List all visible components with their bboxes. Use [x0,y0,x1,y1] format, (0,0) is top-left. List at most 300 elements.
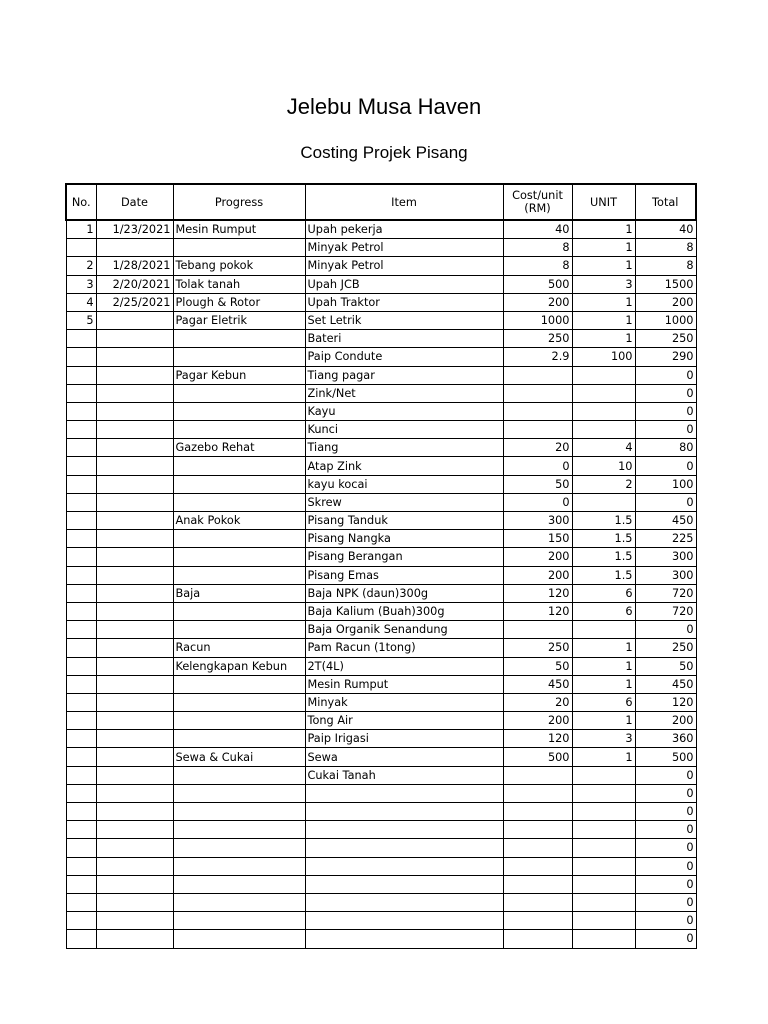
cell-total: 1500 [635,275,696,293]
cell-no [66,475,96,493]
table-row [66,366,696,384]
cell-unit [572,912,635,930]
cell-progress [173,766,305,784]
cell-item: Paip Condute [305,348,503,366]
table-row [66,493,696,511]
cell-no [66,821,96,839]
cell-progress: Mesin Rumput [173,220,305,239]
cell-no [66,457,96,475]
cell-unit: 6 [572,693,635,711]
cell-unit: 1 [572,639,635,657]
cell-no [66,675,96,693]
table-row [66,584,696,602]
cell-total: 450 [635,512,696,530]
cell-cost-unit [503,821,572,839]
table-row [66,512,696,530]
cell-unit [572,875,635,893]
cell-total: 290 [635,348,696,366]
cell-cost-unit [503,366,572,384]
cell-date [96,839,173,857]
cell-progress [173,239,305,257]
table-row [66,893,696,911]
cell-unit [572,839,635,857]
cell-total: 450 [635,675,696,693]
cell-progress [173,566,305,584]
cell-item: Tong Air [305,712,503,730]
cell-cost-unit: 500 [503,748,572,766]
cell-item [305,803,503,821]
cell-progress [173,402,305,420]
table-row [66,384,696,402]
table-row [66,348,696,366]
cell-total: 720 [635,602,696,620]
cell-cost-unit: 8 [503,239,572,257]
cell-date [96,402,173,420]
cell-cost-unit: 200 [503,712,572,730]
table-row [66,875,696,893]
cell-total: 200 [635,293,696,311]
document-title: Jelebu Musa Haven [286,94,482,119]
cell-total: 250 [635,639,696,657]
header-unit: UNIT [572,184,635,220]
cell-item: Minyak Petrol [305,257,503,275]
cell-unit: 1 [572,239,635,257]
cell-item: Tiang [305,439,503,457]
cell-progress [173,893,305,911]
cell-no [66,712,96,730]
cell-total: 0 [635,875,696,893]
cell-unit: 10 [572,457,635,475]
table-row [66,566,696,584]
cell-cost-unit: 40 [503,220,572,239]
table-row [66,475,696,493]
cell-item [305,875,503,893]
table-row [66,530,696,548]
table-row [66,548,696,566]
cell-unit: 3 [572,730,635,748]
cell-progress: Baja [173,584,305,602]
table-row [66,912,696,930]
cell-progress [173,457,305,475]
cell-cost-unit: 8 [503,257,572,275]
cell-unit: 2 [572,475,635,493]
cell-item: 2T(4L) [305,657,503,675]
cell-unit: 6 [572,602,635,620]
cell-unit [572,366,635,384]
cell-progress [173,821,305,839]
cell-unit [572,493,635,511]
cell-cost-unit: 50 [503,657,572,675]
table-row [66,657,696,675]
cell-date [96,675,173,693]
cell-no [66,893,96,911]
cell-unit [572,803,635,821]
cell-no [66,402,96,420]
cell-no [66,602,96,620]
cell-progress [173,839,305,857]
header-no: No. [66,184,96,220]
cell-date [96,639,173,657]
cell-cost-unit: 150 [503,530,572,548]
cell-progress [173,548,305,566]
cell-progress [173,493,305,511]
cell-date [96,857,173,875]
cell-total: 0 [635,839,696,857]
cell-cost-unit: 50 [503,475,572,493]
cell-item: Kunci [305,421,503,439]
table-row [66,803,696,821]
table-row [66,220,696,239]
cell-no [66,621,96,639]
cell-date [96,311,173,329]
cell-no [66,348,96,366]
table-row [66,784,696,802]
cell-cost-unit: 300 [503,512,572,530]
cell-cost-unit [503,930,572,948]
table-row [66,712,696,730]
cell-cost-unit [503,784,572,802]
cell-unit: 1.5 [572,512,635,530]
cell-no [66,584,96,602]
cell-unit [572,766,635,784]
cell-date [96,566,173,584]
cell-item [305,930,503,948]
cell-date [96,821,173,839]
cell-total: 8 [635,239,696,257]
cell-total: 0 [635,784,696,802]
cell-item [305,912,503,930]
cell-cost-unit: 0 [503,493,572,511]
table-row [66,275,696,293]
cell-date [96,239,173,257]
cell-date [96,421,173,439]
cell-progress [173,421,305,439]
table-row [66,748,696,766]
table-row [66,693,696,711]
header-cost-unit: Cost/unit (RM) [503,184,572,220]
cell-unit [572,893,635,911]
cell-total: 0 [635,857,696,875]
table-row [66,621,696,639]
cell-progress: Gazebo Rehat [173,439,305,457]
cell-item: Baja Kalium (Buah)300g [305,602,503,620]
cell-no [66,839,96,857]
cell-cost-unit: 20 [503,693,572,711]
cell-cost-unit [503,402,572,420]
cell-total: 0 [635,930,696,948]
cell-no [66,548,96,566]
header-date: Date [96,184,173,220]
cell-date [96,657,173,675]
cell-item: Pisang Tanduk [305,512,503,530]
table-row [66,675,696,693]
cell-cost-unit [503,621,572,639]
cell-progress [173,784,305,802]
cell-unit: 1 [572,293,635,311]
cell-date [96,348,173,366]
cell-date: 2/20/2021 [96,275,173,293]
cell-total: 0 [635,366,696,384]
table-row [66,457,696,475]
cell-no [66,693,96,711]
cell-progress: Tolak tanah [173,275,305,293]
cell-no [66,784,96,802]
table-row [66,639,696,657]
cell-item: Baja Organik Senandung [305,621,503,639]
cell-item [305,784,503,802]
cell-cost-unit: 2.9 [503,348,572,366]
cell-progress [173,348,305,366]
cell-unit: 1.5 [572,566,635,584]
cell-unit [572,857,635,875]
table-header [66,184,696,220]
cell-progress: Anak Pokok [173,512,305,530]
cell-cost-unit [503,839,572,857]
header-row [66,184,696,220]
cell-no [66,748,96,766]
cell-progress [173,803,305,821]
cell-cost-unit [503,857,572,875]
cell-progress [173,857,305,875]
cell-unit [572,384,635,402]
cell-item [305,893,503,911]
cell-total: 0 [635,912,696,930]
cell-progress [173,330,305,348]
cell-unit [572,402,635,420]
cell-item: Pisang Nangka [305,530,503,548]
cell-unit: 6 [572,584,635,602]
cell-date [96,384,173,402]
table-row [66,239,696,257]
cell-total: 100 [635,475,696,493]
cell-date [96,512,173,530]
cell-progress: Tebang pokok [173,257,305,275]
table-row [66,311,696,329]
cell-item: Paip Irigasi [305,730,503,748]
cell-date [96,912,173,930]
cell-date [96,766,173,784]
cell-no [66,766,96,784]
cell-progress [173,875,305,893]
cell-total: 0 [635,821,696,839]
cell-total: 0 [635,384,696,402]
cell-date [96,712,173,730]
table-row [66,766,696,784]
cell-progress [173,621,305,639]
cell-no [66,330,96,348]
cell-cost-unit [503,421,572,439]
cell-total: 40 [635,220,696,239]
cell-date [96,530,173,548]
cell-cost-unit [503,384,572,402]
cell-no [66,366,96,384]
cell-item: kayu kocai [305,475,503,493]
cell-progress: Pagar Eletrik [173,311,305,329]
cell-no [66,384,96,402]
cell-cost-unit [503,893,572,911]
cell-total: 0 [635,493,696,511]
cell-cost-unit: 250 [503,639,572,657]
cell-date [96,621,173,639]
cell-no [66,439,96,457]
cell-total: 225 [635,530,696,548]
cell-item: Pisang Berangan [305,548,503,566]
table-row [66,402,696,420]
cell-date [96,366,173,384]
cell-item: Pisang Emas [305,566,503,584]
cell-unit: 1 [572,330,635,348]
cell-item: Skrew [305,493,503,511]
cell-cost-unit: 450 [503,675,572,693]
table-row [66,439,696,457]
cell-item: Upah pekerja [305,220,503,239]
costing-table [65,183,697,949]
cell-unit: 1 [572,220,635,239]
cell-no [66,639,96,657]
cell-item: Set Letrik [305,311,503,329]
table-row [66,257,696,275]
cell-total: 500 [635,748,696,766]
header-progress: Progress [173,184,305,220]
cell-no: 2 [66,257,96,275]
cell-no [66,421,96,439]
cell-item [305,821,503,839]
cell-date [96,584,173,602]
cell-progress: Pagar Kebun [173,366,305,384]
cell-no: 3 [66,275,96,293]
cell-progress [173,675,305,693]
cell-no [66,239,96,257]
cell-date [96,457,173,475]
cell-item [305,839,503,857]
cell-cost-unit: 1000 [503,311,572,329]
cell-no: 5 [66,311,96,329]
table-row [66,330,696,348]
cell-unit: 1 [572,311,635,329]
cell-progress [173,530,305,548]
cell-date [96,475,173,493]
cell-progress [173,602,305,620]
cell-progress [173,912,305,930]
cell-date [96,930,173,948]
cell-date [96,330,173,348]
cell-item: Atap Zink [305,457,503,475]
cell-no [66,512,96,530]
cell-total: 0 [635,402,696,420]
cell-date [96,803,173,821]
cell-item: Sewa [305,748,503,766]
cell-item: Tiang pagar [305,366,503,384]
cell-date [96,693,173,711]
table-body [66,220,696,948]
cell-cost-unit: 120 [503,730,572,748]
cell-cost-unit: 0 [503,457,572,475]
cell-no [66,857,96,875]
cell-total: 300 [635,548,696,566]
cell-progress: Plough & Rotor [173,293,305,311]
cell-item: Cukai Tanah [305,766,503,784]
cell-progress: Sewa & Cukai [173,748,305,766]
cell-date [96,493,173,511]
cell-no [66,930,96,948]
cell-date: 2/25/2021 [96,293,173,311]
cell-date [96,439,173,457]
cell-cost-unit [503,766,572,784]
cell-no: 1 [66,220,96,239]
cell-unit: 1 [572,748,635,766]
cell-total: 120 [635,693,696,711]
cell-progress [173,384,305,402]
cell-total: 0 [635,893,696,911]
header-total: Total [635,184,696,220]
table-row [66,930,696,948]
cell-item: Minyak [305,693,503,711]
cell-progress [173,475,305,493]
cell-item: Baja NPK (daun)300g [305,584,503,602]
table-row [66,839,696,857]
cell-unit: 1 [572,712,635,730]
cell-date: 1/28/2021 [96,257,173,275]
cell-item: Zink/Net [305,384,503,402]
cell-date [96,748,173,766]
cell-cost-unit: 120 [503,584,572,602]
cell-cost-unit: 120 [503,602,572,620]
cell-progress [173,730,305,748]
table-row [66,730,696,748]
cell-unit: 1 [572,675,635,693]
header-item: Item [305,184,503,220]
cell-no [66,530,96,548]
cell-item: Upah JCB [305,275,503,293]
cell-no [66,657,96,675]
cell-date [96,730,173,748]
cell-cost-unit: 500 [503,275,572,293]
cell-progress [173,693,305,711]
cell-date [96,893,173,911]
cell-progress [173,712,305,730]
cell-total: 80 [635,439,696,457]
cell-no [66,875,96,893]
cell-total: 1000 [635,311,696,329]
cell-date [96,548,173,566]
cell-date [96,875,173,893]
cell-cost-unit [503,803,572,821]
table-row [66,421,696,439]
cell-no [66,912,96,930]
cell-progress: Racun [173,639,305,657]
cell-item: Pam Racun (1tong) [305,639,503,657]
cell-total: 250 [635,330,696,348]
cell-total: 0 [635,803,696,821]
cell-cost-unit [503,875,572,893]
cell-item: Minyak Petrol [305,239,503,257]
cell-cost-unit: 250 [503,330,572,348]
cell-no: 4 [66,293,96,311]
cell-progress [173,930,305,948]
table-row [66,293,696,311]
cell-item: Upah Traktor [305,293,503,311]
cell-cost-unit: 200 [503,566,572,584]
cell-no [66,730,96,748]
cell-total: 720 [635,584,696,602]
table-row [66,821,696,839]
cell-date: 1/23/2021 [96,220,173,239]
cell-unit: 1 [572,657,635,675]
cell-cost-unit: 20 [503,439,572,457]
cell-total: 300 [635,566,696,584]
cell-date [96,784,173,802]
cell-unit [572,821,635,839]
